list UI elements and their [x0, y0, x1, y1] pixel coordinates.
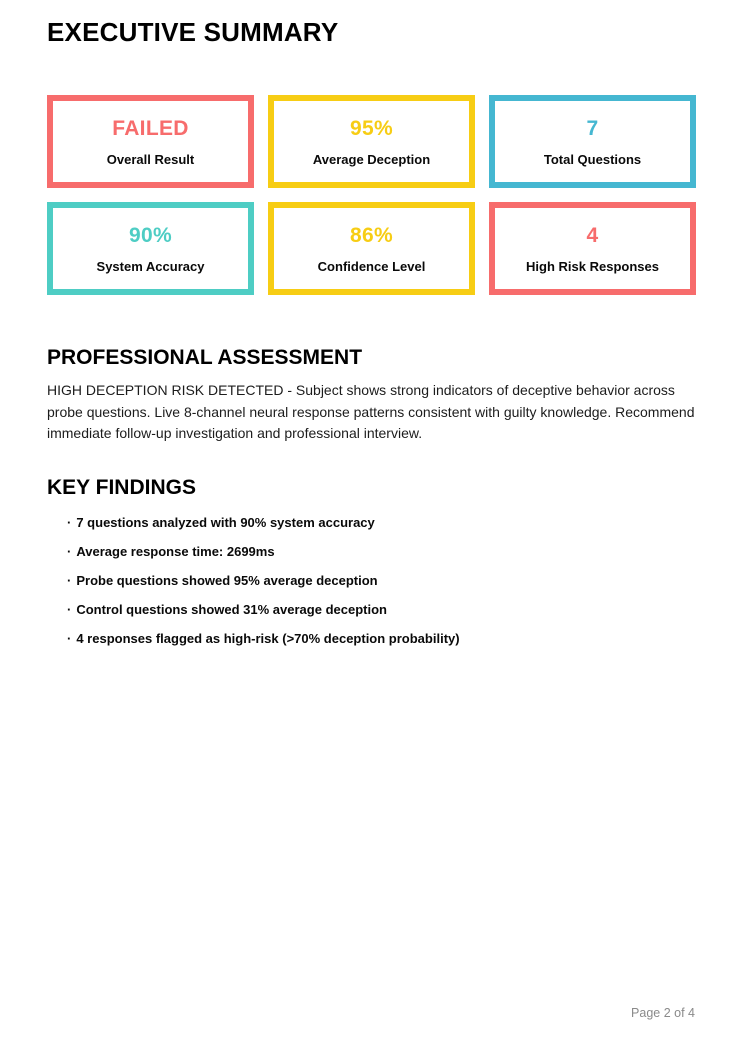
stat-label: Confidence Level	[317, 258, 426, 274]
stat-value: 7	[586, 116, 599, 140]
assessment-body: HIGH DECEPTION RISK DETECTED - Subject shows strong indicators of deceptive behavior across probe questions. Live 8-channel neural response patterns consistent with guilty knowledge. Recommend immediate follow-up investigation and professional interview.	[47, 382, 695, 441]
finding-item	[67, 574, 696, 588]
finding-item	[67, 516, 696, 530]
finding-item	[67, 545, 696, 559]
stat-value: FAILED	[112, 116, 189, 140]
stat-card	[489, 95, 696, 188]
findings-heading: KEY FINDINGS	[47, 475, 196, 499]
stat-value: 86%	[350, 223, 393, 247]
stat-label: Average Deception	[312, 151, 431, 167]
page-title: EXECUTIVE SUMMARY	[47, 17, 339, 47]
stat-card	[268, 95, 475, 188]
finding-text: 7 questions analyzed with 90% system accuracy	[76, 514, 375, 530]
stat-label: Total Questions	[543, 151, 642, 167]
bullet-icon: ·	[67, 630, 72, 646]
assessment-heading: PROFESSIONAL ASSESSMENT	[47, 346, 363, 369]
finding-item	[67, 603, 696, 617]
finding-text: Average response time: 2699ms	[76, 543, 275, 559]
stat-card	[268, 202, 475, 295]
page-number: Page 2 of 4	[631, 1006, 695, 1020]
stat-label: Overall Result	[106, 151, 195, 167]
bullet-icon: ·	[67, 543, 72, 559]
finding-text: Control questions showed 31% average deception	[76, 601, 387, 617]
findings-list	[47, 516, 696, 646]
stat-label: High Risk Responses	[526, 258, 659, 274]
stat-value: 90%	[129, 223, 172, 247]
bullet-icon: ·	[67, 601, 72, 617]
finding-item	[67, 632, 696, 646]
stat-value: 95%	[350, 116, 393, 140]
bullet-icon: ·	[67, 514, 72, 530]
stat-label: System Accuracy	[96, 258, 205, 274]
stat-card	[47, 95, 254, 188]
stat-value: 4	[586, 223, 599, 247]
report-content	[0, 17, 743, 646]
stat-card	[489, 202, 696, 295]
finding-text: 4 responses flagged as high-risk (>70% deception probability)	[76, 630, 460, 646]
stats-grid	[47, 95, 696, 295]
bullet-icon: ·	[67, 572, 72, 588]
finding-text: Probe questions showed 95% average deception	[76, 572, 378, 588]
stat-card	[47, 202, 254, 295]
